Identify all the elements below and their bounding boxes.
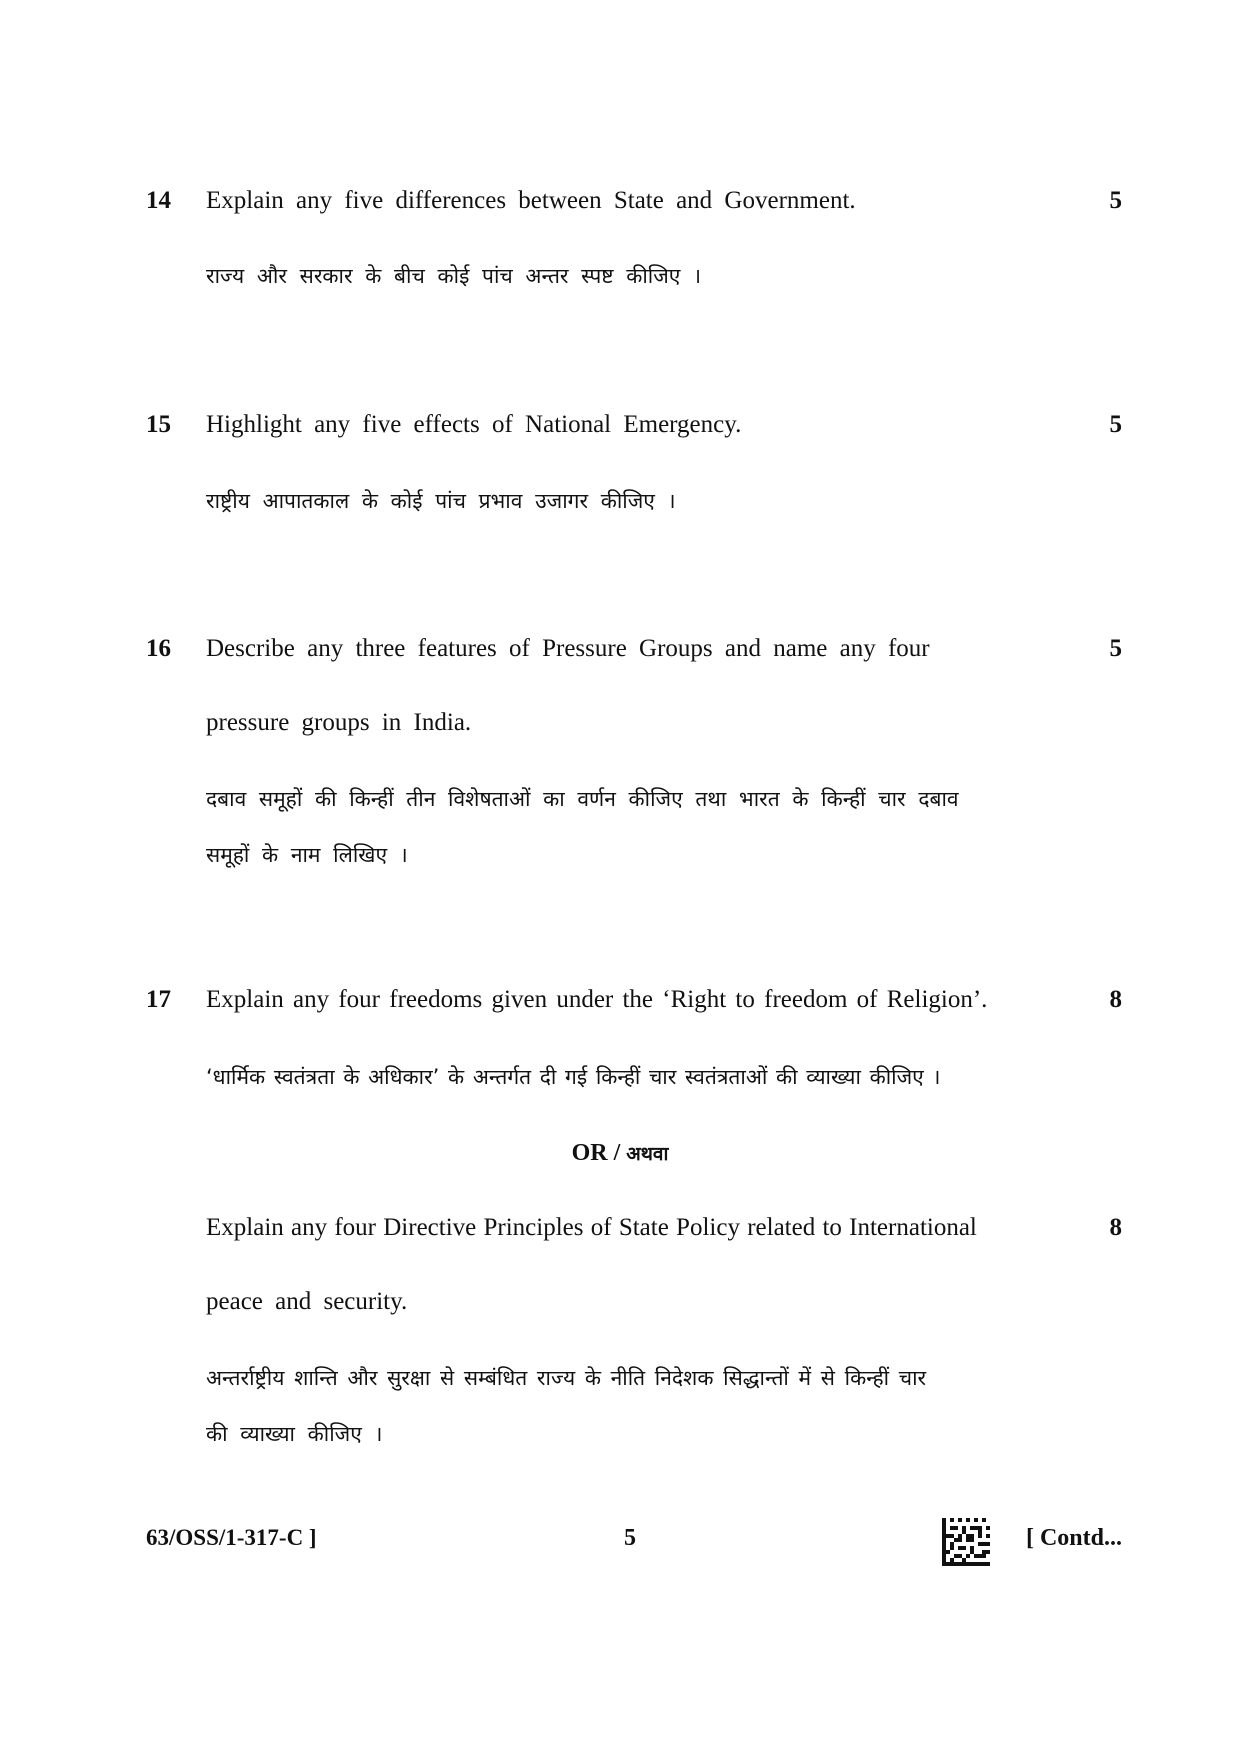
- or-slash: /: [613, 1140, 621, 1166]
- question-17-alt-english-line-2: peace and security.: [206, 1288, 408, 1315]
- question-number-15: 15: [146, 411, 171, 438]
- question-17-alt-english-line-1: Explain any four Directive Principles of State Policy related to International: [206, 1214, 977, 1241]
- question-number-14: 14: [146, 187, 171, 214]
- question-16-english-line-2: pressure groups in India.: [206, 709, 472, 736]
- question-17-alt-hindi-line-2: की व्याख्या कीजिए ।: [206, 1422, 383, 1446]
- question-14-english: Explain any five differences between State and Government.: [206, 187, 856, 214]
- question-16-hindi-line-1: दबाव समूहों की किन्हीं तीन विशेषताओं का वर्णन कीजिए तथा भारत के किन्हीं चार दबाव: [206, 787, 959, 811]
- question-17-marks: 8: [1109, 986, 1122, 1013]
- question-15-marks: 5: [1109, 411, 1122, 438]
- question-17-alt-hindi-line-1: अन्तर्राष्ट्रीय शान्ति और सुरक्षा से सम्बंधित राज्य के नीति निदेशक सिद्धान्तों में से किन्हीं चार: [206, 1366, 927, 1390]
- question-15-english: Highlight any five effects of National Emergency.: [206, 411, 742, 438]
- question-14-hindi: राज्य और सरकार के बीच कोई पांच अन्तर स्पष्ट कीजिए ।: [206, 264, 702, 288]
- question-16-marks: 5: [1109, 635, 1122, 662]
- or-hindi: अथवा: [626, 1143, 669, 1165]
- question-15-hindi: राष्ट्रीय आपातकाल के कोई पांच प्रभाव उजागर कीजिए ।: [206, 489, 676, 513]
- question-16-english-line-1: Describe any three features of Pressure Groups and name any four: [206, 635, 930, 662]
- question-14-marks: 5: [1109, 187, 1122, 214]
- question-number-16: 16: [146, 635, 171, 662]
- paper-code: 63/OSS/1-317-C ]: [146, 1525, 317, 1550]
- question-17-alt-marks: 8: [1109, 1214, 1122, 1241]
- question-17-english: Explain any four freedoms given under the ‘Right to freedom of Religion’.: [206, 986, 988, 1013]
- continued-label: [ Contd...: [1025, 1525, 1122, 1551]
- page-number: 5: [624, 1525, 636, 1551]
- question-17-hindi: ‘धार्मिक स्वतंत्रता के अधिकार’ के अन्तर्गत दी गई किन्हीं चार स्वतंत्रताओं की व्याख्या कीजिए ।: [206, 1065, 941, 1089]
- question-16-hindi-line-2: समूहों के नाम लिखिए ।: [206, 843, 408, 867]
- question-number-17: 17: [146, 986, 171, 1013]
- or-english: OR: [571, 1140, 608, 1166]
- or-separator: [0, 1138, 1240, 1169]
- qr-code-icon: [942, 1518, 990, 1566]
